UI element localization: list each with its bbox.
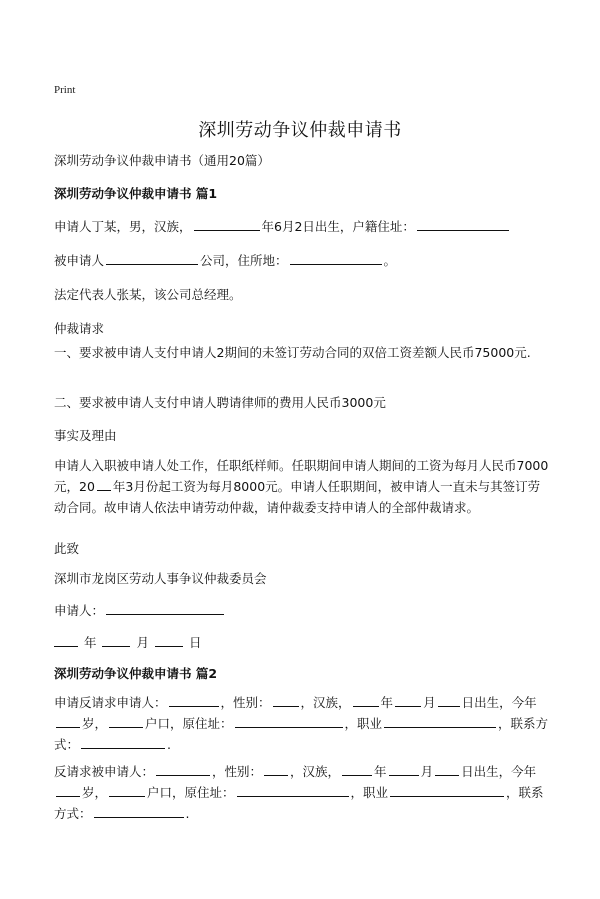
date-year-label: 年: [83, 635, 97, 650]
applicant-sign-label: 申请人：: [54, 603, 105, 618]
signature-blank: [106, 600, 224, 615]
article2-counterclaim-applicant: [54, 692, 552, 755]
print-link[interactable]: Print: [54, 84, 76, 96]
date-day-label: 日: [188, 635, 202, 650]
p1-month-blank: [395, 692, 421, 707]
article1-applicant-line: [54, 216, 554, 237]
arbitration-committee: 深圳市龙岗区劳动人事争议仲裁委员会: [54, 571, 267, 586]
page-title: 深圳劳动争议仲裁申请书: [198, 120, 402, 141]
claim-1: 一、要求被申请人支付申请人2期间的未签订劳动合同的双倍工资差额人民币75000元.: [54, 345, 531, 360]
date-line: [54, 632, 554, 653]
p2-text-c: ，汉族，: [290, 764, 341, 779]
p2-occupation-blank: [390, 782, 504, 797]
p1-text-i: 户口，原住址：: [145, 716, 233, 731]
p2-text-l: .: [185, 806, 190, 821]
year-blank: [54, 632, 78, 647]
p2-text-e: 月: [420, 764, 434, 779]
p1-text-f: 日出生: [461, 695, 500, 710]
p2-gender-blank: [264, 761, 288, 776]
month-blank: [102, 632, 130, 647]
article1-respondent-line: [54, 250, 554, 271]
p1-text-k: ，联系方式：: [54, 716, 549, 752]
claim-2: 二、要求被申请人支付申请人聘请律师的费用人民币3000元: [54, 395, 386, 410]
premises-blank: [290, 250, 382, 265]
applicant-text-b: 年6月2日出生，户籍住址：: [261, 219, 415, 234]
p2-text-j: ，职业: [350, 785, 389, 800]
p1-gender-blank: [273, 692, 299, 707]
legal-representative: 法定代表人张某，该公司总经理。: [54, 287, 242, 302]
p2-day-blank: [435, 761, 459, 776]
article2-heading: 深圳劳动争议仲裁申请书 篇2: [54, 666, 218, 681]
p2-text-h: 岁，: [82, 785, 108, 800]
p2-address-blank: [237, 782, 349, 797]
applicant-signature-line: [54, 600, 554, 621]
p2-text-i: 户口，原住址：: [147, 785, 235, 800]
facts-year-blank: [97, 476, 111, 491]
p1-occupation-blank: [384, 713, 496, 728]
p1-text-h: 岁，: [82, 716, 108, 731]
applicant-text-a: 申请人丁某，男，汉族，: [54, 219, 192, 234]
claims-heading: 仲裁请求: [54, 321, 105, 336]
p1-text-j: ，职业: [344, 716, 383, 731]
p1-text-e: 月: [423, 695, 436, 710]
p1-day-blank: [438, 692, 460, 707]
p2-hukou-blank: [109, 782, 145, 797]
respondent-text-a: 被申请人: [54, 253, 105, 268]
company-blank: [106, 250, 198, 265]
p1-text-a: 申请反请求申请人：: [54, 695, 167, 710]
p2-text-f: 日出生，: [461, 764, 512, 779]
p1-age-blank: [56, 713, 80, 728]
closing-text: 此致: [54, 541, 80, 556]
birth-year-blank: [194, 216, 260, 231]
p2-text-b: ，性别：: [212, 764, 263, 779]
p2-text-d: 年: [374, 764, 387, 779]
p1-text-c: ，汉族，: [300, 695, 351, 710]
address-blank: [417, 216, 509, 231]
facts-paragraph: [54, 455, 552, 518]
p2-text-k: ，联系方式：: [54, 785, 544, 821]
p2-text-g: 今年: [511, 764, 537, 779]
p1-text-b: ，性别：: [220, 695, 271, 710]
p2-year-blank: [342, 761, 372, 776]
facts-text-a: 申请人入职被申请人处工作，任职纸样师。任职期间申请人期间的工资为每月人民币7000元，20: [54, 458, 549, 494]
respondent-text-c: 。: [383, 253, 397, 268]
document-subtitle: 深圳劳动争议仲裁申请书（通用20篇）: [54, 153, 270, 168]
p1-year-blank: [353, 692, 379, 707]
facts-heading: 事实及理由: [54, 428, 117, 443]
date-month-label: 月: [136, 635, 149, 650]
facts-text-b: 年3月份起工资为每月8000元。申请人任职期间，被申请人一直未与其签订劳动合同。故申请人依法申请劳动仲裁，请仲裁委支持申请人的全部仲裁请求。: [54, 479, 541, 515]
p2-age-blank: [56, 782, 80, 797]
p2-contact-blank: [94, 803, 184, 818]
respondent-text-b: 公司，住所地：: [200, 253, 288, 268]
p2-month-blank: [389, 761, 419, 776]
p1-text-l: .: [167, 737, 171, 752]
day-blank: [155, 632, 183, 647]
p2-text-a: 反请求被申请人：: [54, 764, 155, 779]
p2-name-blank: [156, 761, 210, 776]
p1-address-blank: [235, 713, 343, 728]
article1-heading: 深圳劳动争议仲裁申请书 篇1: [54, 186, 218, 201]
article2-counterclaim-respondent: [54, 761, 552, 824]
p1-contact-blank: [81, 734, 165, 749]
p1-text-g: ，今年: [499, 695, 537, 710]
p1-text-d: 年: [380, 695, 394, 710]
p1-hukou-blank: [109, 713, 143, 728]
p1-name-blank: [169, 692, 219, 707]
